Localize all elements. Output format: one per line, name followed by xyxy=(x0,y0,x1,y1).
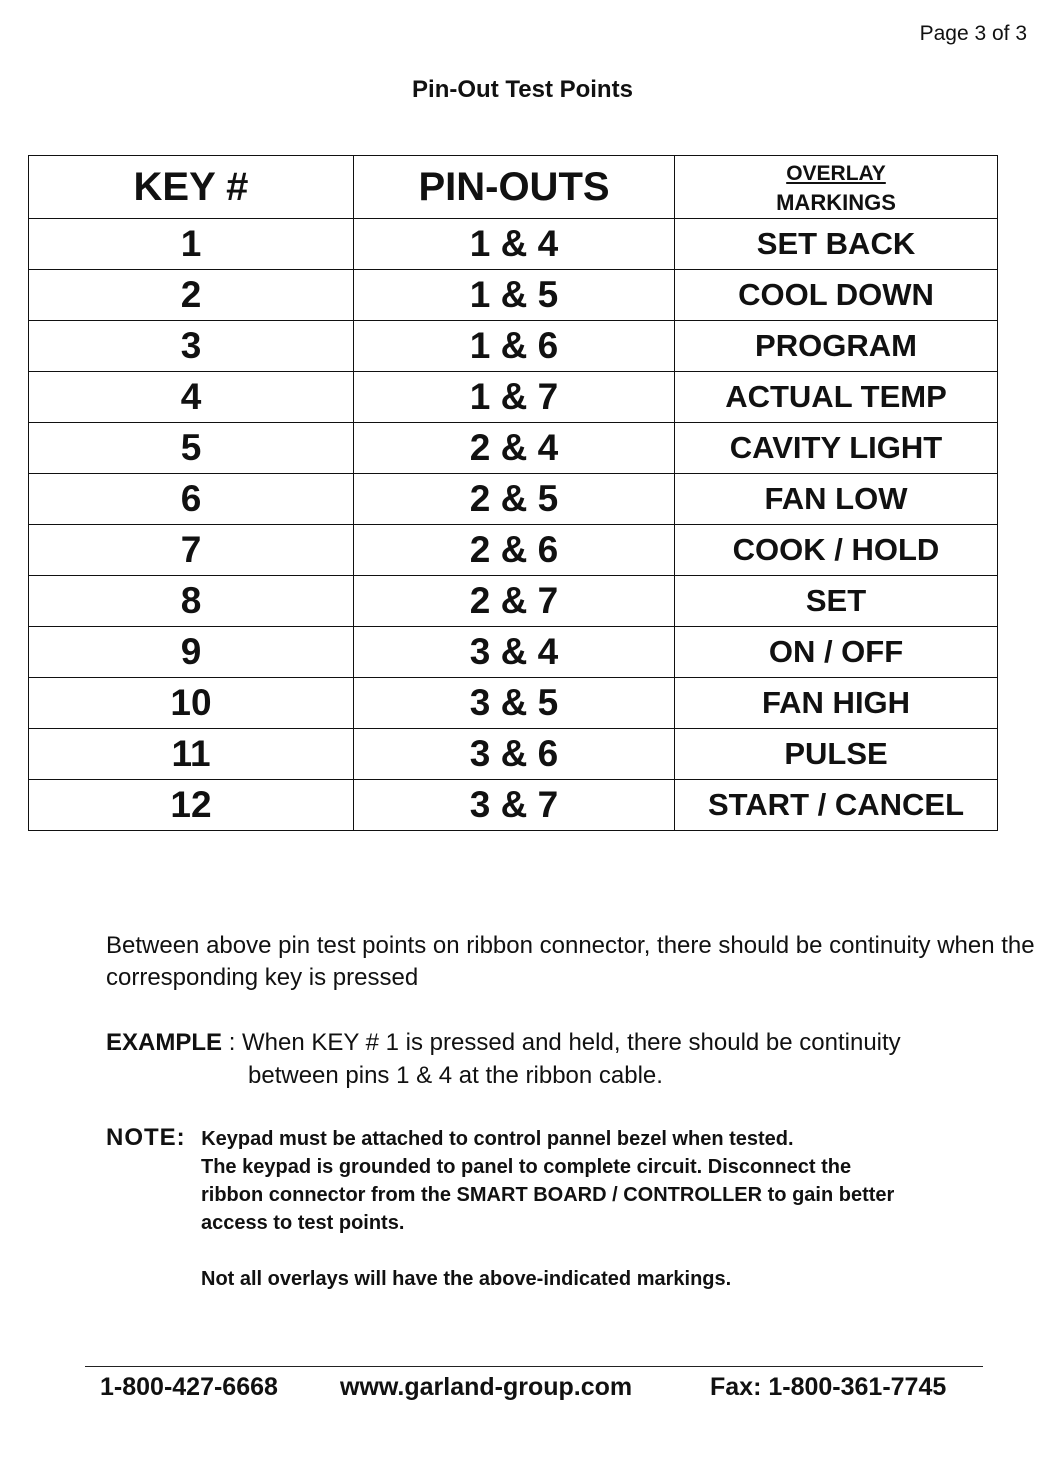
pin-out-cell: 2 & 5 xyxy=(354,474,675,525)
pin-out-cell: 1 & 6 xyxy=(354,321,675,372)
note-line5: Not all overlays will have the above-indicated markings. xyxy=(201,1268,732,1290)
overlay-marking-cell: PULSE xyxy=(675,729,998,780)
header-overlay-line2: MARKINGS xyxy=(776,189,896,215)
overlay-marking-cell: COOK / HOLD xyxy=(675,525,998,576)
table-row xyxy=(29,525,998,576)
overlay-marking-cell: FAN HIGH xyxy=(675,678,998,729)
pin-out-cell: 1 & 4 xyxy=(354,219,675,270)
overlay-marking-cell: START / CANCEL xyxy=(675,780,998,831)
header-overlay-line1: OVERLAY xyxy=(786,161,886,185)
pin-out-cell: 1 & 7 xyxy=(354,372,675,423)
note-spacer xyxy=(106,1237,1036,1265)
note-label: NOTE: xyxy=(106,1124,186,1151)
table-row xyxy=(29,372,998,423)
table-row xyxy=(29,729,998,780)
key-cell: 4 xyxy=(29,372,354,423)
pin-out-cell: 3 & 4 xyxy=(354,627,675,678)
key-cell: 6 xyxy=(29,474,354,525)
overlay-marking-cell: ACTUAL TEMP xyxy=(675,372,998,423)
table-row xyxy=(29,270,998,321)
overlay-marking-cell: CAVITY LIGHT xyxy=(675,423,998,474)
table-row xyxy=(29,576,998,627)
table-row xyxy=(29,423,998,474)
header-pin-outs: PIN-OUTS xyxy=(354,156,675,219)
footer-divider xyxy=(85,1366,983,1367)
overlay-marking-cell: ON / OFF xyxy=(675,627,998,678)
header-key: KEY # xyxy=(29,156,354,219)
pin-out-cell: 3 & 6 xyxy=(354,729,675,780)
key-cell: 7 xyxy=(29,525,354,576)
table-row xyxy=(29,219,998,270)
description-text: Between above pin test points on ribbon connector, there should be continuity when the corresponding key is pressed xyxy=(106,932,1035,991)
footer-fax: Fax: 1-800-361-7745 xyxy=(710,1373,947,1401)
note-block xyxy=(106,1124,1036,1293)
example-label: EXAMPLE xyxy=(106,1029,223,1056)
overlay-marking-cell: SET xyxy=(675,576,998,627)
key-cell: 5 xyxy=(29,423,354,474)
pin-out-cell: 2 & 4 xyxy=(354,423,675,474)
overlay-marking-cell: PROGRAM xyxy=(675,321,998,372)
overlay-marking-cell: COOL DOWN xyxy=(675,270,998,321)
pin-out-cell: 3 & 5 xyxy=(354,678,675,729)
key-cell: 2 xyxy=(29,270,354,321)
pin-out-cell: 1 & 5 xyxy=(354,270,675,321)
pin-out-cell: 2 & 7 xyxy=(354,576,675,627)
table-row xyxy=(29,321,998,372)
document-title: Pin-Out Test Points xyxy=(412,76,633,103)
note-line3: ribbon connector from the SMART BOARD / CONTROLLER to gain better xyxy=(201,1184,895,1206)
table-row xyxy=(29,627,998,678)
overlay-marking-cell: SET BACK xyxy=(675,219,998,270)
key-cell: 3 xyxy=(29,321,354,372)
page-number: Page 3 of 3 xyxy=(919,22,1027,45)
key-cell: 12 xyxy=(29,780,354,831)
note-line1: Keypad must be attached to control pannel bezel when tested. xyxy=(201,1128,794,1150)
key-cell: 1 xyxy=(29,219,354,270)
pin-out-table xyxy=(28,155,998,831)
table-body xyxy=(29,219,998,831)
table-header-row xyxy=(29,156,998,219)
example-block xyxy=(106,1026,1036,1092)
overlay-marking-cell: FAN LOW xyxy=(675,474,998,525)
table-row xyxy=(29,678,998,729)
footer-website: www.garland-group.com xyxy=(340,1373,633,1401)
header-overlay-markings xyxy=(675,156,998,219)
example-line1: : When KEY # 1 is pressed and held, there should be continuity xyxy=(228,1029,901,1056)
footer-phone: 1-800-427-6668 xyxy=(100,1373,278,1401)
note-line4: access to test points. xyxy=(201,1212,405,1234)
key-cell: 9 xyxy=(29,627,354,678)
table-row xyxy=(29,780,998,831)
key-cell: 8 xyxy=(29,576,354,627)
pin-out-cell: 2 & 6 xyxy=(354,525,675,576)
table-row xyxy=(29,474,998,525)
key-cell: 10 xyxy=(29,678,354,729)
example-line2: between pins 1 & 4 at the ribbon cable. xyxy=(248,1062,663,1089)
note-line2: The keypad is grounded to panel to complete circuit. Disconnect the xyxy=(201,1156,852,1178)
key-cell: 11 xyxy=(29,729,354,780)
pin-out-cell: 3 & 7 xyxy=(354,780,675,831)
